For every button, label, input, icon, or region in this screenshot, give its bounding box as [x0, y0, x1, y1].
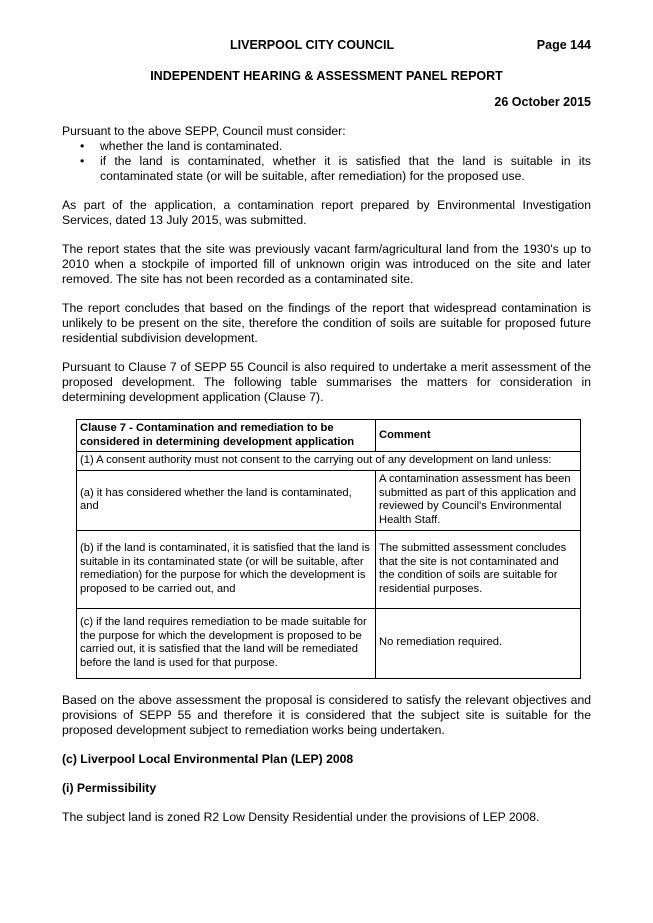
table-cell-comment: No remediation required. [376, 608, 581, 678]
paragraph-site-history: The report states that the site was previously vacant farm/agricultural land from the 1930's up to 2010 when a stockpile of imported fill of unknown origin was introduced on the site and later removed. The site has not been recorded as a contaminated site. [62, 242, 591, 286]
list-item: • whether the land is contaminated. [80, 139, 283, 153]
table-span-cell: (1) A consent authority must not consent to the carrying out of any development on land unless: [77, 452, 581, 471]
clause-7-table [76, 419, 581, 679]
section-heading-lep: (c) Liverpool Local Environmental Plan (LEP) 2008 [62, 751, 354, 766]
paragraph-zoning: The subject land is zoned R2 Low Density Residential under the provisions of LEP 2008. [62, 809, 540, 824]
table-cell-clause: (c) if the land requires remediation to be made suitable for the purpose for which the development is proposed to be carried out, it is satisfied that the land will be remediated before the land is used for that purpose. [77, 608, 376, 678]
bullet-icon: • [80, 139, 85, 153]
column-header-comment: Comment [376, 420, 581, 452]
council-name: LIVERPOOL CITY COUNCIL [230, 38, 395, 52]
column-header-clause: Clause 7 - Contamination and remediation to be considered in determining development application [77, 420, 376, 452]
paragraph-assessment-conclusion: Based on the above assessment the proposal is considered to satisfy the relevant objectives and provisions of SEPP 55 and therefore it is considered that the subject site is suitable for the proposed development subject to remediation works being undertaken. [62, 692, 591, 737]
table-cell-comment: A contamination assessment has been submitted as part of this application and reviewed by Council's Environmental Health Staff. [376, 470, 581, 530]
paragraph-report-submitted: As part of the application, a contamination report prepared by Environmental Investigation Services, dated 13 July 2015, was submitted. [62, 198, 591, 227]
table-row [77, 470, 581, 530]
table-cell-clause: (b) if the land is contaminated, it is satisfied that the land is suitable in its contaminated state (or will be suitable, after remediation) for the purpose for which the development is proposed to be carried out, and [77, 530, 376, 608]
list-item: • if the land is contaminated, whether it is satisfied that the land is suitable in its contaminated state (or will be suitable, after remediation) for the proposed use. [80, 154, 591, 183]
consideration-list [62, 139, 591, 184]
table-row [77, 608, 581, 678]
paragraph-report-conclusion: The report concludes that based on the findings of the report that widespread contamination is unlikely to be present on the site, therefore the condition of soils are suitable for proposed future residential subdivision development. [62, 301, 591, 345]
paragraph-clause-7: Pursuant to Clause 7 of SEPP 55 Council is also required to undertake a merit assessment of the proposed development. The following table summarises the matters for consideration in determining development application (Clause 7). [62, 360, 591, 404]
page-header [62, 38, 591, 54]
document-body [62, 124, 591, 839]
table-header-row [77, 420, 581, 452]
table-cell-comment: The submitted assessment concludes that the site is not contaminated and the condition of soils are suitable for residential purposes. [376, 530, 581, 608]
report-title: INDEPENDENT HEARING & ASSESSMENT PANEL REPORT [150, 69, 503, 83]
table-cell-clause: (a) it has considered whether the land is contaminated, and [77, 470, 376, 530]
bullet-icon: • [80, 154, 85, 168]
table-row [77, 452, 581, 471]
report-date: 26 October 2015 [494, 95, 591, 109]
table-row [77, 530, 581, 608]
section-heading-permissibility: (i) Permissibility [62, 780, 157, 795]
page-number: Page 144 [536, 38, 591, 52]
intro-paragraph: Pursuant to the above SEPP, Council must consider: [62, 124, 346, 138]
